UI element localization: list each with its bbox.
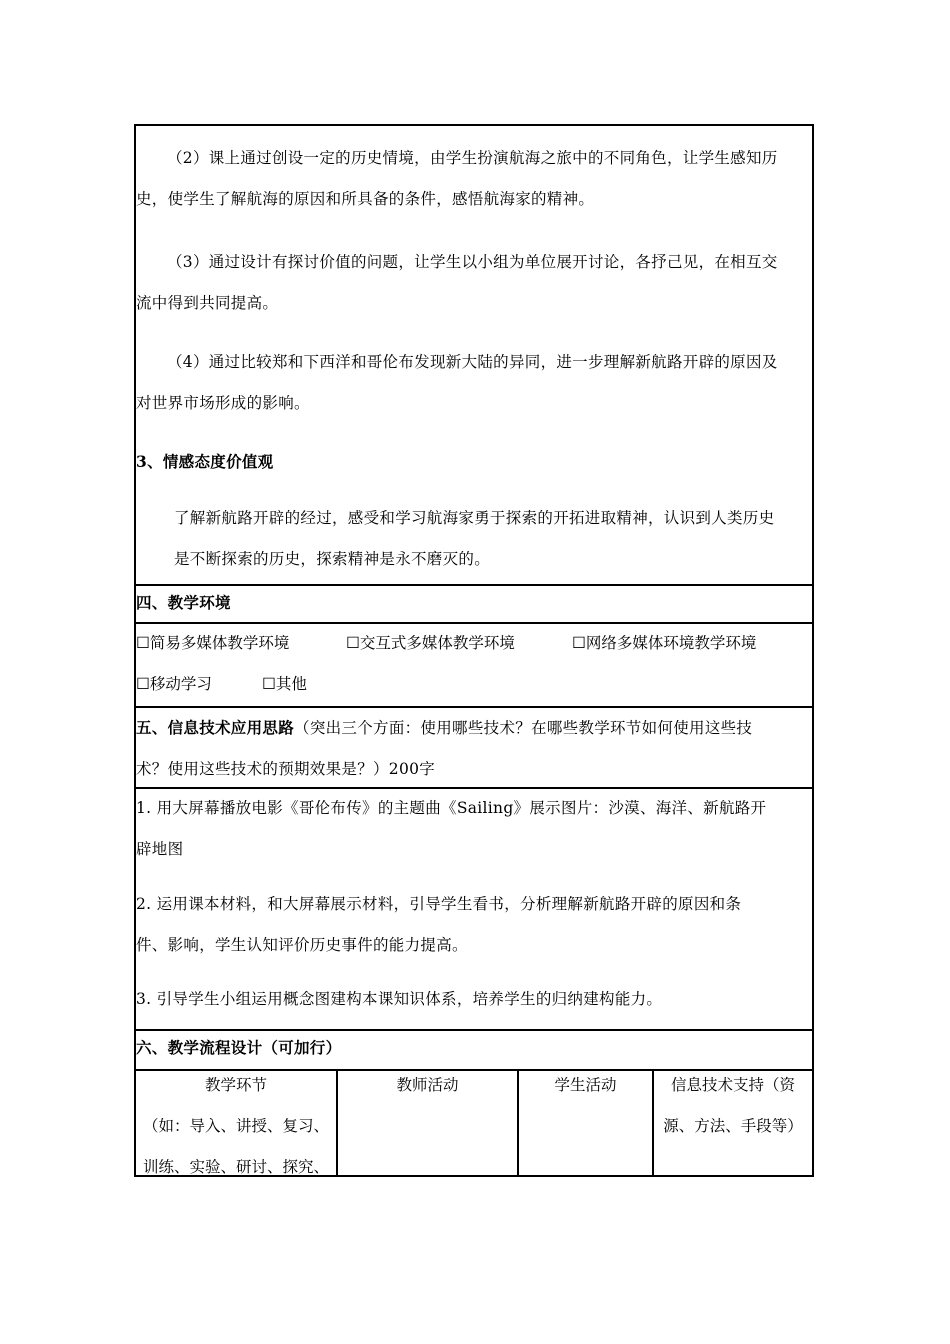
it-approach-note-line1: （突出三个方面：使用哪些技术？在哪些教学环节如何使用这些技 bbox=[294, 719, 753, 737]
option-mobile-learning[interactable]: ☐移动学习 bbox=[136, 675, 212, 693]
it-item1-line2: 辟地图 bbox=[136, 840, 184, 858]
environment-options-cell bbox=[136, 624, 812, 708]
it-item1-line1: 1. 用大屏幕播放电影《哥伦布传》的主题曲《Sailing》展示图片：沙漠、海洋、新航路开 bbox=[136, 799, 767, 817]
attitude-line2: 是不断探索的历史，探索精神是永不磨灭的。 bbox=[174, 550, 491, 568]
it-approach-note-line2: 术？使用这些技术的预期效果是？）200字 bbox=[136, 760, 436, 778]
process-header-row bbox=[136, 1071, 812, 1175]
col-teaching-stage-hint1: （如：导入、讲授、复习、 bbox=[142, 1117, 329, 1135]
objectives-cell bbox=[136, 126, 812, 586]
process-heading: 六、教学流程设计（可加行） bbox=[136, 1038, 342, 1057]
objective-3-line2: 流中得到共同提高。 bbox=[136, 294, 279, 312]
col-teaching-stage bbox=[136, 1071, 338, 1175]
col-teacher-activity-title: 教师活动 bbox=[396, 1076, 459, 1094]
lesson-plan-table bbox=[134, 124, 814, 1177]
col-student-activity-title: 学生活动 bbox=[554, 1076, 617, 1094]
environment-heading: 四、教学环境 bbox=[136, 593, 231, 612]
col-student-activity bbox=[519, 1071, 654, 1175]
option-network-multimedia[interactable]: ☐网络多媒体环境教学环境 bbox=[572, 634, 757, 652]
it-approach-heading: 五、信息技术应用思路 bbox=[136, 718, 295, 737]
environment-heading-cell bbox=[136, 586, 812, 624]
it-approach-content-cell bbox=[136, 789, 812, 1031]
attitude-heading: 3、情感态度价值观 bbox=[136, 452, 274, 471]
it-item3: 3. 引导学生小组运用概念图建构本课知识体系，培养学生的归纳建构能力。 bbox=[136, 990, 663, 1008]
col-teaching-stage-hint2: 训练、实验、研讨、探究、 bbox=[142, 1158, 329, 1176]
objective-3-line1: （3）通过设计有探讨价值的问题，让学生以小组为单位展开讨论，各抒己见，在相互交 bbox=[167, 253, 778, 271]
option-interactive-multimedia[interactable]: ☐交互式多媒体教学环境 bbox=[346, 634, 515, 652]
option-other[interactable]: ☐其他 bbox=[262, 675, 307, 693]
it-item2-line1: 2. 运用课本材料，和大屏幕展示材料，引导学生看书，分析理解新航路开辟的原因和条 bbox=[136, 895, 742, 913]
it-item2-line2: 件、影响，学生认知评价历史事件的能力提高。 bbox=[136, 936, 468, 954]
it-approach-heading-cell bbox=[136, 707, 812, 789]
objective-4-line1: （4）通过比较郑和下西洋和哥伦布发现新大陆的异同，进一步理解新航路开辟的原因及 bbox=[167, 353, 778, 371]
col-teacher-activity bbox=[338, 1071, 519, 1175]
objective-4-line2: 对世界市场形成的影响。 bbox=[136, 394, 310, 412]
col-it-support-title2: 源、方法、手段等） bbox=[663, 1117, 803, 1135]
objective-2-line1: （2）课上通过创设一定的历史情境，由学生扮演航海之旅中的不同角色，让学生感知历 bbox=[167, 149, 778, 167]
it-approach-heading-line1 bbox=[136, 707, 812, 749]
col-teaching-stage-title: 教学环节 bbox=[204, 1076, 267, 1094]
attitude-line1: 了解新航路开辟的经过，感受和学习航海家勇于探索的开拓进取精神，认识到人类历史 bbox=[174, 509, 775, 527]
option-simple-multimedia[interactable]: ☐简易多媒体教学环境 bbox=[136, 634, 290, 652]
col-it-support-title1: 信息技术支持（资 bbox=[670, 1076, 795, 1094]
col-it-support bbox=[654, 1071, 812, 1175]
objective-2-line2: 史，使学生了解航海的原因和所具备的条件，感悟航海家的精神。 bbox=[136, 190, 595, 208]
